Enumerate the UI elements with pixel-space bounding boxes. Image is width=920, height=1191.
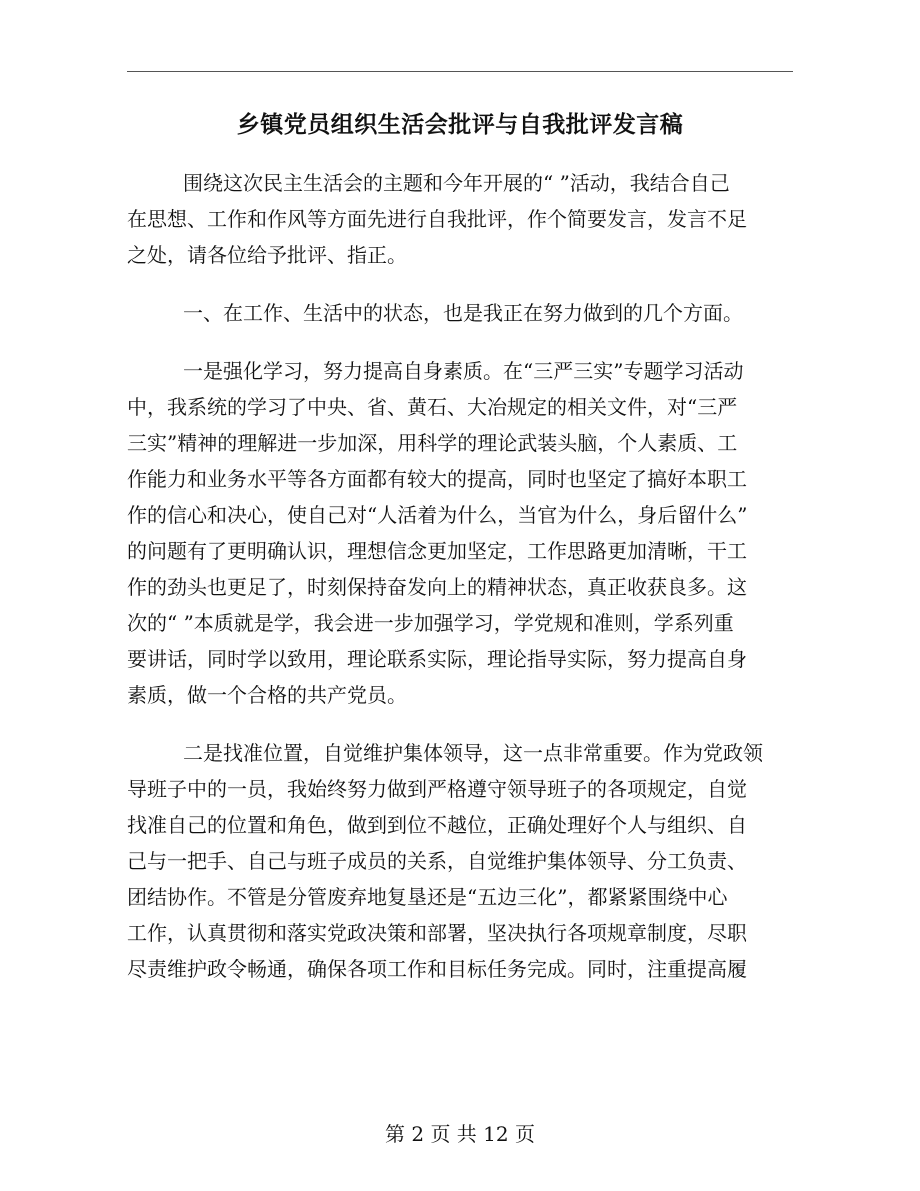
- text-line: 尽责维护政令畅通，确保各项工作和目标任务完成。同时，注重提高履: [127, 957, 747, 981]
- text-line: 要讲话，同时学以致用，理论联系实际，理论指导实际，努力提高自身: [127, 647, 747, 671]
- text-line: 中，我系统的学习了中央、省、黄石、大冶规定的相关文件，对“三严: [127, 395, 738, 419]
- text-line: 之处，请各位给予批评、指正。: [127, 243, 407, 267]
- text-line: 在思想、工作和作风等方面先进行自我批评，作个简要发言，发言不足: [127, 207, 747, 231]
- text-line: 导班子中的一员，我始终努力做到严格遵守领导班子的各项规定，自觉: [127, 777, 747, 801]
- document-title: 乡镇党员组织生活会批评与自我批评发言稿: [236, 111, 684, 138]
- text-line: 的问题有了更明确认识，理想信念更加坚定，工作思路更加清晰，干工: [127, 539, 747, 563]
- text-line: 一、在工作、生活中的状态，也是我正在努力做到的几个方面。: [183, 301, 743, 325]
- text-line: 作的劲头也更足了，时刻保持奋发向上的精神状态，真正收获良多。这: [127, 575, 747, 599]
- text-line: 团结协作。不管是分管废弃地复垦还是“五边三化”，都紧紧围绕中心: [127, 885, 728, 909]
- text-line: 次的“ ”本质就是学，我会进一步加强学习，学党规和准则，学系列重: [127, 611, 734, 635]
- document-body: [127, 165, 793, 1009]
- text-line: 三实”精神的理解进一步加深，用科学的理论武装头脑，个人素质、工: [127, 431, 738, 455]
- text-line: 作的信心和决心，使自己对“人活着为什么，当官为什么，身后留什么”: [127, 503, 748, 527]
- paragraph-4: [127, 735, 793, 987]
- header-rule: [127, 71, 793, 72]
- paragraph-1: [127, 165, 793, 273]
- text-line: 围绕这次民主生活会的主题和今年开展的“ ”活动，我结合自己: [183, 171, 730, 195]
- text-line: 工作，认真贯彻和落实党政决策和部署，坚决执行各项规章制度，尽职: [127, 921, 747, 945]
- text-line: 一是强化学习，努力提高自身素质。在“三严三实”专题学习活动: [183, 359, 744, 383]
- paragraph-3: [127, 353, 793, 713]
- text-line: 己与一把手、自己与班子成员的关系，自觉维护集体领导、分工负责、: [127, 849, 747, 873]
- text-line: 作能力和业务水平等各方面都有较大的提高，同时也坚定了搞好本职工: [127, 467, 747, 491]
- text-line: 找准自己的位置和角色，做到到位不越位，正确处理好个人与组织、自: [127, 813, 747, 837]
- text-line: 二是找准位置，自觉维护集体领导，这一点非常重要。作为党政领: [183, 741, 763, 765]
- paragraph-2: [127, 295, 793, 331]
- text-line: 素质，做一个合格的共产党员。: [127, 683, 407, 707]
- page-footer: 第 2 页 共 12 页: [385, 1122, 535, 1146]
